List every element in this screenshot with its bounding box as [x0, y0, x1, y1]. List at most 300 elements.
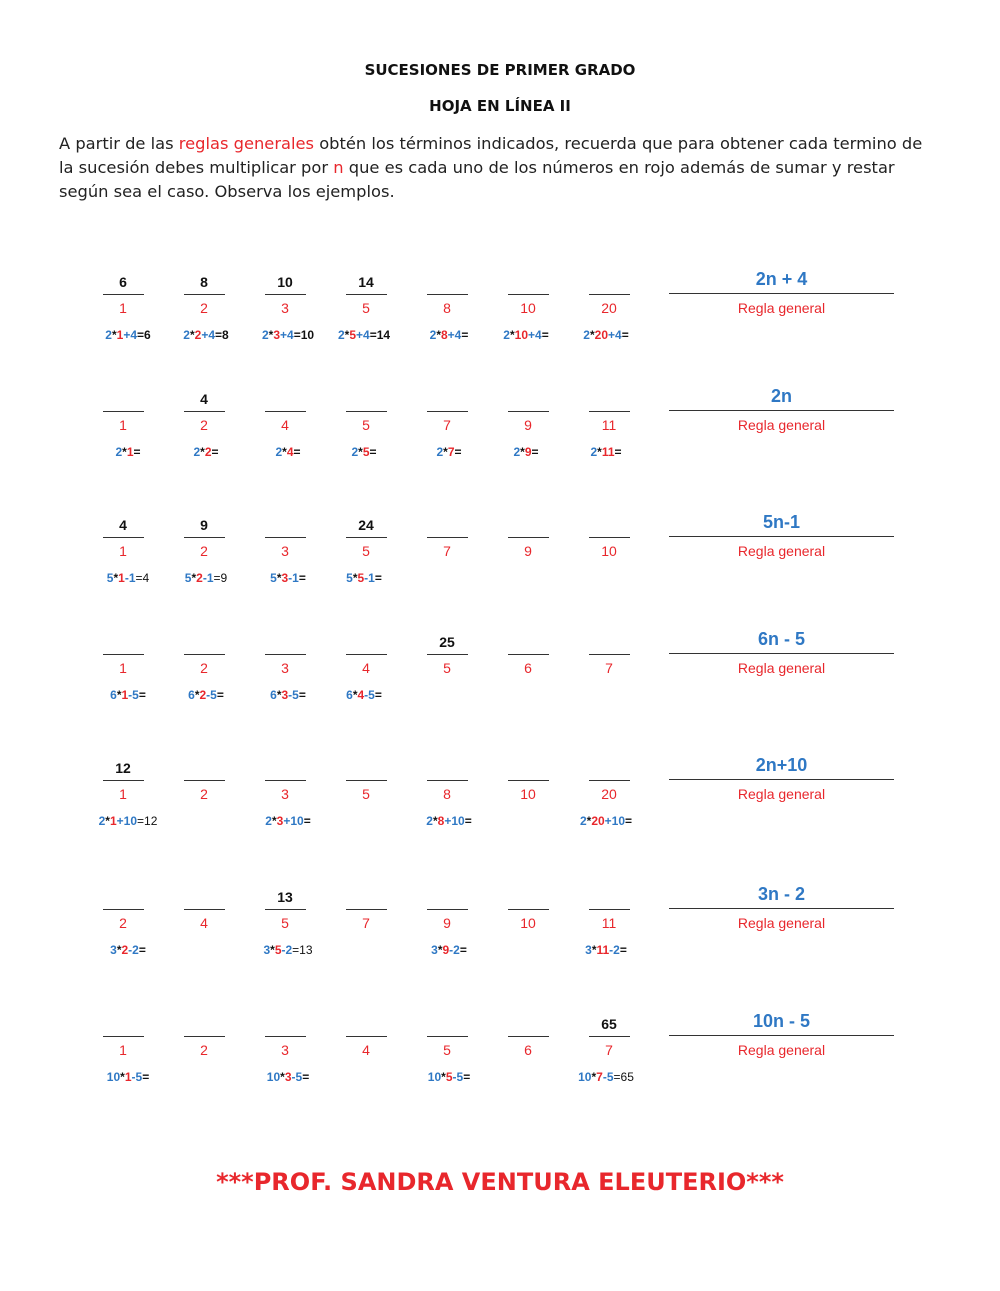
- n-index: 3: [281, 1042, 289, 1058]
- n-index: 11: [601, 417, 617, 433]
- expression-part: *: [437, 943, 443, 957]
- rule-label: Regla general: [737, 543, 826, 559]
- n-index: 11: [601, 915, 617, 931]
- expression-part: *: [352, 688, 358, 702]
- answer-line[interactable]: [103, 411, 144, 412]
- n-index: 9: [443, 915, 451, 931]
- instructions-highlight-rules: reglas generales: [178, 134, 315, 153]
- expression-part: 8: [440, 328, 448, 342]
- expression-part: 1: [121, 688, 129, 702]
- instructions-highlight-n: n: [333, 158, 344, 177]
- n-index: 5: [443, 660, 451, 676]
- expression-part: 11: [601, 445, 615, 459]
- substitution-expression: [228, 814, 348, 828]
- expression-part: 1: [116, 328, 124, 342]
- sequence-block: [0, 629, 1000, 724]
- n-index: 8: [443, 786, 451, 802]
- expression-part: =: [541, 328, 549, 342]
- expression-part: *: [586, 814, 592, 828]
- expression-part: =9: [213, 571, 228, 585]
- expression-part: 2: [436, 445, 444, 459]
- answer-line[interactable]: [184, 909, 225, 910]
- expression-part: 11: [596, 943, 610, 957]
- rule-divider: [669, 410, 894, 411]
- expression-part: +10: [604, 814, 626, 828]
- expression-part: 6: [270, 688, 277, 702]
- term-value: [264, 1016, 306, 1032]
- term-value: [102, 634, 144, 650]
- expression-part: +4: [123, 328, 138, 342]
- expression-part: 5: [106, 571, 114, 585]
- expression-part: *: [120, 1070, 125, 1084]
- answer-line[interactable]: [589, 411, 630, 412]
- substitution-expression: [546, 445, 666, 459]
- substitution-expression: [546, 1070, 666, 1084]
- expression-part: *: [352, 571, 358, 585]
- term-value: 13: [277, 889, 293, 905]
- expression-part: 2: [583, 328, 590, 342]
- expression-part: =12: [137, 814, 158, 828]
- expression-part: 3: [273, 328, 280, 342]
- expression-part: 3: [281, 688, 289, 702]
- expression-part: *: [271, 814, 277, 828]
- expression-part: +4: [201, 328, 216, 342]
- general-rule: 5n-1: [762, 512, 800, 532]
- expression-part: -5: [206, 688, 217, 702]
- expression-part: +4: [280, 328, 294, 342]
- rule-label: Regla general: [737, 300, 826, 316]
- expression-part: =: [531, 445, 539, 459]
- substitution-expression: [68, 814, 188, 828]
- expression-part: *: [358, 445, 363, 459]
- answer-line[interactable]: [184, 780, 225, 781]
- expression-part: 10: [266, 1070, 281, 1084]
- expression-part: *: [344, 328, 350, 342]
- rule-label: Regla general: [737, 786, 826, 802]
- n-index: 6: [524, 1042, 532, 1058]
- expression-part: -1: [288, 571, 299, 585]
- expression-part: 2: [193, 445, 201, 459]
- n-index: 1: [119, 660, 127, 676]
- term-value: [102, 391, 144, 407]
- expression-part: 2: [194, 328, 202, 342]
- n-index: 2: [200, 786, 208, 802]
- n-index: 2: [200, 300, 208, 316]
- term-value: [264, 517, 306, 533]
- expression-part: 3: [284, 1070, 292, 1084]
- expression-part: 10: [427, 1070, 442, 1084]
- expression-part: -2: [609, 943, 620, 957]
- sequence-block: [0, 755, 1000, 850]
- expression-part: 1: [109, 814, 117, 828]
- expression-part: 20: [594, 328, 608, 342]
- general-rule: 2n: [770, 386, 792, 406]
- term-value: [183, 889, 225, 905]
- n-index: 1: [119, 417, 127, 433]
- term-value: [426, 517, 468, 533]
- term-value: 6: [119, 274, 127, 290]
- expression-part: 2: [590, 445, 598, 459]
- expression-part: *: [591, 943, 597, 957]
- expression-part: 5: [445, 1070, 453, 1084]
- rule-divider: [669, 908, 894, 909]
- answer-line[interactable]: [265, 411, 306, 412]
- substitution-expression: [546, 814, 666, 828]
- rule-divider: [669, 653, 894, 654]
- expression-part: =: [369, 445, 377, 459]
- answer-line[interactable]: [184, 294, 225, 295]
- page-subtitle: HOJA EN LÍNEA II: [429, 97, 571, 115]
- expression-part: =: [138, 688, 146, 702]
- term-value: [426, 391, 468, 407]
- expression-part: *: [589, 328, 595, 342]
- rule-divider: [669, 293, 894, 294]
- expression-part: 10: [578, 1070, 592, 1084]
- term-value: [507, 517, 549, 533]
- expression-part: =6: [137, 328, 151, 342]
- expression-part: *: [276, 688, 282, 702]
- expression-part: *: [443, 445, 448, 459]
- n-index: 2: [200, 417, 208, 433]
- instructions-paragraph: [59, 132, 939, 204]
- substitution-expression: [228, 943, 348, 957]
- term-value: 25: [439, 634, 455, 650]
- expression-part: 1: [118, 571, 125, 585]
- instructions-text-2: obtén los términos indicados, recuerda que para obtener cada termino de la sucesión debes multiplicar por: [59, 134, 923, 177]
- answer-line[interactable]: [184, 411, 225, 412]
- answer-line[interactable]: [184, 654, 225, 655]
- expression-part: *: [591, 1070, 597, 1084]
- expression-part: =: [459, 943, 467, 957]
- instructions-text-3: que es cada uno de los números en rojo además de sumar y restar según sea el caso. Observa los ejemplos.: [59, 158, 895, 201]
- expression-part: 8: [437, 814, 445, 828]
- term-value: [588, 391, 630, 407]
- answer-line[interactable]: [427, 654, 468, 655]
- instructions-text-1: A partir de las: [59, 134, 179, 153]
- answer-line[interactable]: [265, 294, 306, 295]
- expression-part: 7: [596, 1070, 603, 1084]
- substitution-expression: [304, 688, 424, 702]
- answer-line[interactable]: [427, 294, 468, 295]
- expression-part: =: [464, 814, 472, 828]
- rule-divider: [669, 536, 894, 537]
- term-value: [345, 760, 387, 776]
- answer-line[interactable]: [589, 537, 630, 538]
- answer-line[interactable]: [346, 1036, 387, 1037]
- expression-part: 2: [261, 328, 269, 342]
- expression-part: 2: [503, 328, 510, 342]
- n-index: 20: [601, 786, 617, 802]
- term-value: [102, 1016, 144, 1032]
- answer-line[interactable]: [103, 654, 144, 655]
- expression-part: -1: [364, 571, 375, 585]
- n-index: 2: [200, 543, 208, 559]
- answer-line[interactable]: [508, 1036, 549, 1037]
- answer-line[interactable]: [265, 654, 306, 655]
- general-rule: 10n - 5: [752, 1011, 811, 1031]
- n-index: 5: [281, 915, 289, 931]
- term-value: [507, 760, 549, 776]
- n-index: 10: [520, 915, 536, 931]
- substitution-expression: [389, 943, 509, 957]
- expression-part: *: [116, 688, 122, 702]
- rule-divider: [669, 1035, 894, 1036]
- term-value: [345, 1016, 387, 1032]
- substitution-expression: [68, 1070, 188, 1084]
- expression-part: =: [619, 943, 627, 957]
- answer-line[interactable]: [427, 780, 468, 781]
- answer-line[interactable]: [589, 780, 630, 781]
- n-index: 8: [443, 300, 451, 316]
- term-value: 65: [601, 1016, 617, 1032]
- answer-line[interactable]: [589, 1036, 630, 1037]
- expression-part: -2: [449, 943, 460, 957]
- answer-line[interactable]: [427, 1036, 468, 1037]
- rule-label: Regla general: [737, 1042, 826, 1058]
- general-rule: 6n - 5: [757, 629, 805, 649]
- answer-line[interactable]: [184, 537, 225, 538]
- expression-part: 2: [183, 328, 190, 342]
- substitution-expression: [68, 943, 188, 957]
- expression-part: 2: [204, 445, 212, 459]
- expression-part: =: [374, 688, 382, 702]
- term-value: 4: [119, 517, 127, 533]
- answer-line[interactable]: [589, 909, 630, 910]
- expression-part: -5: [291, 1070, 303, 1084]
- answer-line[interactable]: [508, 294, 549, 295]
- n-index: 3: [281, 543, 289, 559]
- answer-line[interactable]: [427, 537, 468, 538]
- term-value: [345, 634, 387, 650]
- n-index: 10: [601, 543, 617, 559]
- substitution-expression: [389, 814, 509, 828]
- term-value: [588, 634, 630, 650]
- expression-part: *: [268, 328, 274, 342]
- expression-part: =4: [135, 571, 150, 585]
- n-index: 9: [524, 417, 532, 433]
- n-index: 1: [119, 1042, 127, 1058]
- expression-part: 3: [431, 943, 438, 957]
- expression-part: 5: [357, 571, 365, 585]
- expression-part: 4: [357, 688, 365, 702]
- answer-line[interactable]: [103, 780, 144, 781]
- page-title: SUCESIONES DE PRIMER GRADO: [364, 61, 636, 79]
- n-index: 1: [119, 786, 127, 802]
- term-value: [183, 1016, 225, 1032]
- answer-line[interactable]: [427, 411, 468, 412]
- expression-part: =: [303, 814, 311, 828]
- expression-part: *: [441, 1070, 446, 1084]
- answer-line[interactable]: [103, 1036, 144, 1037]
- expression-part: 3: [263, 943, 271, 957]
- expression-part: 2: [265, 814, 272, 828]
- expression-part: *: [189, 328, 195, 342]
- n-index: 6: [524, 660, 532, 676]
- rule-label: Regla general: [737, 915, 826, 931]
- expression-part: 2: [105, 328, 112, 342]
- answer-line[interactable]: [103, 537, 144, 538]
- term-value: 10: [277, 274, 293, 290]
- substitution-expression: [389, 1070, 509, 1084]
- expression-part: -5: [128, 688, 139, 702]
- term-value: [588, 274, 630, 290]
- n-index: 20: [601, 300, 617, 316]
- rule-label: Regla general: [737, 660, 826, 676]
- expression-part: =: [302, 1070, 310, 1084]
- n-index: 5: [362, 300, 370, 316]
- expression-part: 9: [442, 943, 450, 957]
- answer-line[interactable]: [508, 909, 549, 910]
- term-value: [426, 274, 468, 290]
- expression-part: *: [276, 571, 282, 585]
- term-value: [426, 760, 468, 776]
- sequence-block: [0, 269, 1000, 364]
- n-index: 5: [443, 1042, 451, 1058]
- expression-part: *: [270, 943, 275, 957]
- n-index: 7: [362, 915, 370, 931]
- n-index: 10: [520, 300, 536, 316]
- expression-part: 3: [585, 943, 592, 957]
- expression-part: -5: [452, 1070, 464, 1084]
- expression-part: *: [122, 445, 127, 459]
- answer-line[interactable]: [103, 909, 144, 910]
- answer-line[interactable]: [589, 654, 630, 655]
- expression-part: =: [621, 328, 629, 342]
- term-value: 8: [200, 274, 208, 290]
- expression-part: =14: [369, 328, 391, 342]
- expression-part: +10: [283, 814, 304, 828]
- n-index: 7: [605, 1042, 613, 1058]
- author-footer: ***PROF. SANDRA VENTURA ELEUTERIO***: [216, 1168, 784, 1196]
- expression-part: 9: [524, 445, 532, 459]
- answer-line[interactable]: [265, 1036, 306, 1037]
- expression-part: 2: [199, 688, 207, 702]
- term-value: [264, 391, 306, 407]
- answer-line[interactable]: [508, 780, 549, 781]
- answer-line[interactable]: [346, 780, 387, 781]
- expression-part: 1: [124, 1070, 132, 1084]
- expression-part: 2: [196, 571, 203, 585]
- expression-part: 5: [362, 445, 370, 459]
- expression-part: *: [282, 445, 287, 459]
- expression-part: =: [614, 445, 622, 459]
- expression-part: *: [520, 445, 525, 459]
- expression-part: *: [280, 1070, 285, 1084]
- expression-part: 10: [514, 328, 528, 342]
- answer-line[interactable]: [508, 537, 549, 538]
- expression-part: 2: [351, 445, 359, 459]
- expression-part: 2: [579, 814, 587, 828]
- expression-part: 10: [106, 1070, 121, 1084]
- expression-part: 2: [98, 814, 106, 828]
- expression-part: 5: [274, 943, 282, 957]
- expression-part: 5: [346, 571, 353, 585]
- term-value: [264, 760, 306, 776]
- expression-part: 6: [346, 688, 353, 702]
- expression-part: *: [191, 571, 197, 585]
- answer-line[interactable]: [265, 909, 306, 910]
- term-value: [264, 634, 306, 650]
- answer-line[interactable]: [103, 294, 144, 295]
- expression-part: 6: [188, 688, 195, 702]
- answer-line[interactable]: [346, 411, 387, 412]
- expression-part: 2: [513, 445, 521, 459]
- expression-part: =: [211, 445, 219, 459]
- answer-line[interactable]: [508, 411, 549, 412]
- term-value: 14: [358, 274, 374, 290]
- answer-line[interactable]: [589, 294, 630, 295]
- n-index: 3: [281, 660, 289, 676]
- substitution-expression: [304, 571, 424, 585]
- term-value: [426, 889, 468, 905]
- n-index: 2: [200, 1042, 208, 1058]
- answer-line[interactable]: [346, 909, 387, 910]
- term-value: [102, 889, 144, 905]
- answer-line[interactable]: [508, 654, 549, 655]
- expression-part: =: [625, 814, 633, 828]
- answer-line[interactable]: [346, 294, 387, 295]
- expression-part: -5: [131, 1070, 143, 1084]
- expression-part: 5: [349, 328, 356, 342]
- n-index: 5: [362, 417, 370, 433]
- expression-part: *: [105, 814, 110, 828]
- expression-part: *: [509, 328, 515, 342]
- expression-part: =: [454, 445, 462, 459]
- answer-line[interactable]: [184, 1036, 225, 1037]
- term-value: [507, 274, 549, 290]
- expression-part: 2: [429, 328, 437, 342]
- expression-part: =: [461, 328, 469, 342]
- n-index: 4: [200, 915, 208, 931]
- expression-part: 5: [184, 571, 192, 585]
- expression-part: =8: [215, 328, 229, 342]
- term-value: [507, 889, 549, 905]
- n-index: 3: [281, 300, 289, 316]
- term-value: [345, 889, 387, 905]
- answer-line[interactable]: [265, 537, 306, 538]
- expression-part: -1: [202, 571, 214, 585]
- expression-part: 4: [286, 445, 294, 459]
- expression-part: 3: [281, 571, 289, 585]
- term-value: [507, 1016, 549, 1032]
- expression-part: =: [138, 943, 146, 957]
- expression-part: 20: [591, 814, 605, 828]
- expression-part: -2: [128, 943, 139, 957]
- expression-part: -5: [288, 688, 299, 702]
- n-index: 4: [281, 417, 289, 433]
- substitution-expression: [546, 328, 666, 342]
- general-rule: 2n + 4: [755, 269, 808, 289]
- expression-part: *: [194, 688, 200, 702]
- term-value: [507, 634, 549, 650]
- substitution-expression: [546, 943, 666, 957]
- expression-part: =13: [292, 943, 313, 957]
- answer-line[interactable]: [346, 654, 387, 655]
- n-index: 3: [281, 786, 289, 802]
- answer-line[interactable]: [346, 537, 387, 538]
- expression-part: *: [200, 445, 205, 459]
- term-value: 12: [115, 760, 131, 776]
- answer-line[interactable]: [427, 909, 468, 910]
- n-index: 1: [119, 300, 127, 316]
- expression-part: 7: [447, 445, 455, 459]
- expression-part: *: [116, 943, 122, 957]
- general-rule: 3n - 2: [757, 884, 805, 904]
- answer-line[interactable]: [265, 780, 306, 781]
- expression-part: +4: [528, 328, 542, 342]
- n-index: 7: [443, 543, 451, 559]
- n-index: 2: [200, 660, 208, 676]
